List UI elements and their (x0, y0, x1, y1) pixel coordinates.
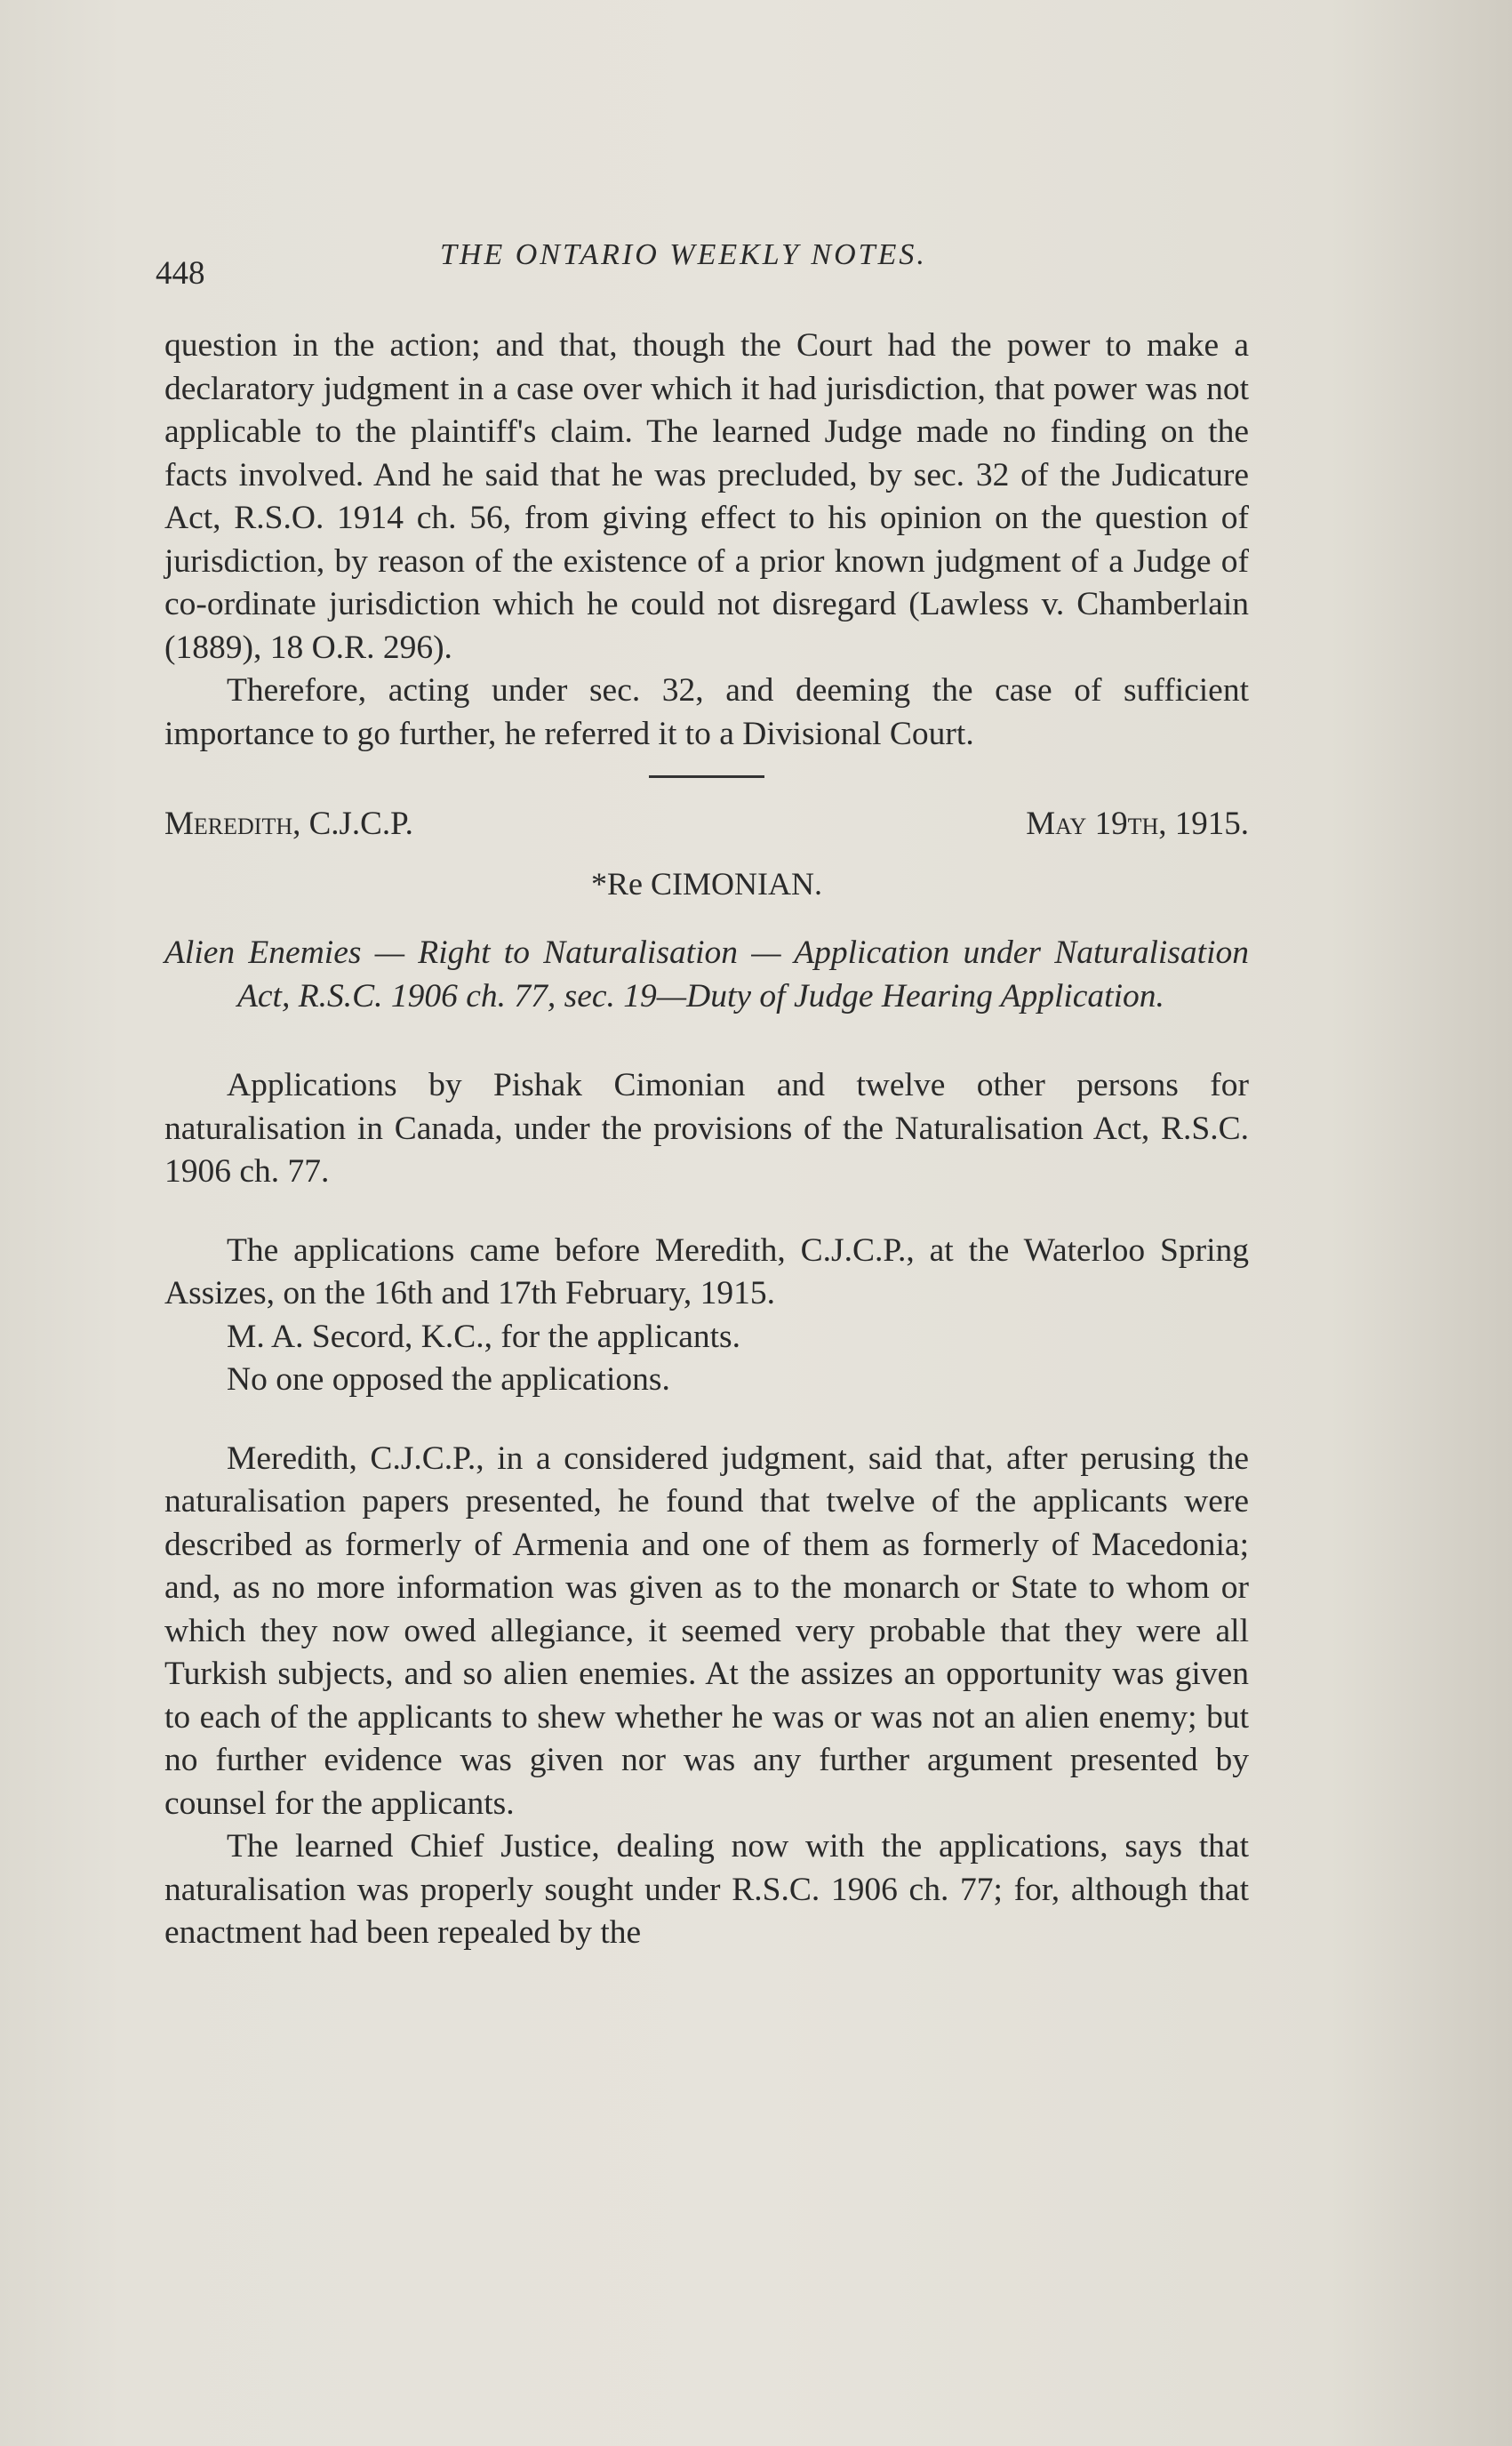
judgment-paragraph: Meredith, C.J.C.P., in a considered judgment, said that, after perusing the naturalisation papers presented, he found that twelve of the applicants were described as formerly of Armenia and one of them as formerly of Macedonia; and, as no more information was given as to the monarch or State to whom or which they now owed allegiance, it seemed very probable that they were all Turkish subjects, and so alien enemies. At the assizes an opportunity was given to each of the applicants to shew whether he was or was not an alien enemy; but no further evidence was given nor was any further argument presented by counsel for the applicants. (164, 1440, 1249, 1822)
page-body (164, 325, 1249, 1955)
previous-case-paragraph: question in the action; and that, though the Court had the power to make a declaratory judgment in a case over which it had jurisdiction, that power was not applicable to the plaintiff's claim. The learned Judge made no finding on the facts involved. And he said that he was precluded, by sec. 32 of the Judicature Act, R.S.O. 1914 ch. 56, from giving effect to his opinion on the question of jurisdiction, by reason of the existence of a prior known judgment of a Judge of co-ordinate jurisdiction which he could not disregard (Lawless v. Chamberlain (1889), 18 O.R. 296). (164, 327, 1249, 666)
case-date: May 19th, 1915. (1026, 806, 1249, 842)
case-judge: Meredith, C.J.C.P. (164, 806, 413, 842)
counsel-paragraph: M. A. Secord, K.C., for the applicants. (227, 1318, 741, 1355)
opposed-paragraph: No one opposed the applications. (227, 1361, 670, 1398)
applications-paragraph: Applications by Pishak Cimonian and twelve other persons for naturalisation in Canada, under the provisions of the Naturalisation Act, R.S.C. 1906 ch. 77. (164, 1067, 1249, 1190)
chief-justice-paragraph: The learned Chief Justice, dealing now with the applications, says that naturalisation was properly sought under R.S.C. 1906 ch. 77; for, although that enactment had been repealed by the (164, 1828, 1249, 1951)
case-judge-date-line (164, 803, 1249, 846)
case-headnote: Alien Enemies — Right to Naturalisation — Application under Naturalisation Act, R.S.C. 1906 ch. 77, sec. 19—Duty of Judge Hearing Application. (164, 934, 1249, 1014)
page-number: 448 (156, 255, 205, 292)
section-divider (649, 775, 764, 778)
previous-case-conclusion: Therefore, acting under sec. 32, and deeming the case of sufficient importance to go further, he referred it to a Divisional Court. (164, 672, 1249, 752)
came-before-paragraph: The applications came before Meredith, C.J.C.P., at the Waterloo Spring Assizes, on the 16th and 17th February, 1915. (164, 1231, 1249, 1311)
case-title: *Re CIMONIAN. (591, 865, 822, 902)
page-header (156, 238, 1258, 292)
running-title: THE ONTARIO WEEKLY NOTES. (440, 238, 927, 271)
